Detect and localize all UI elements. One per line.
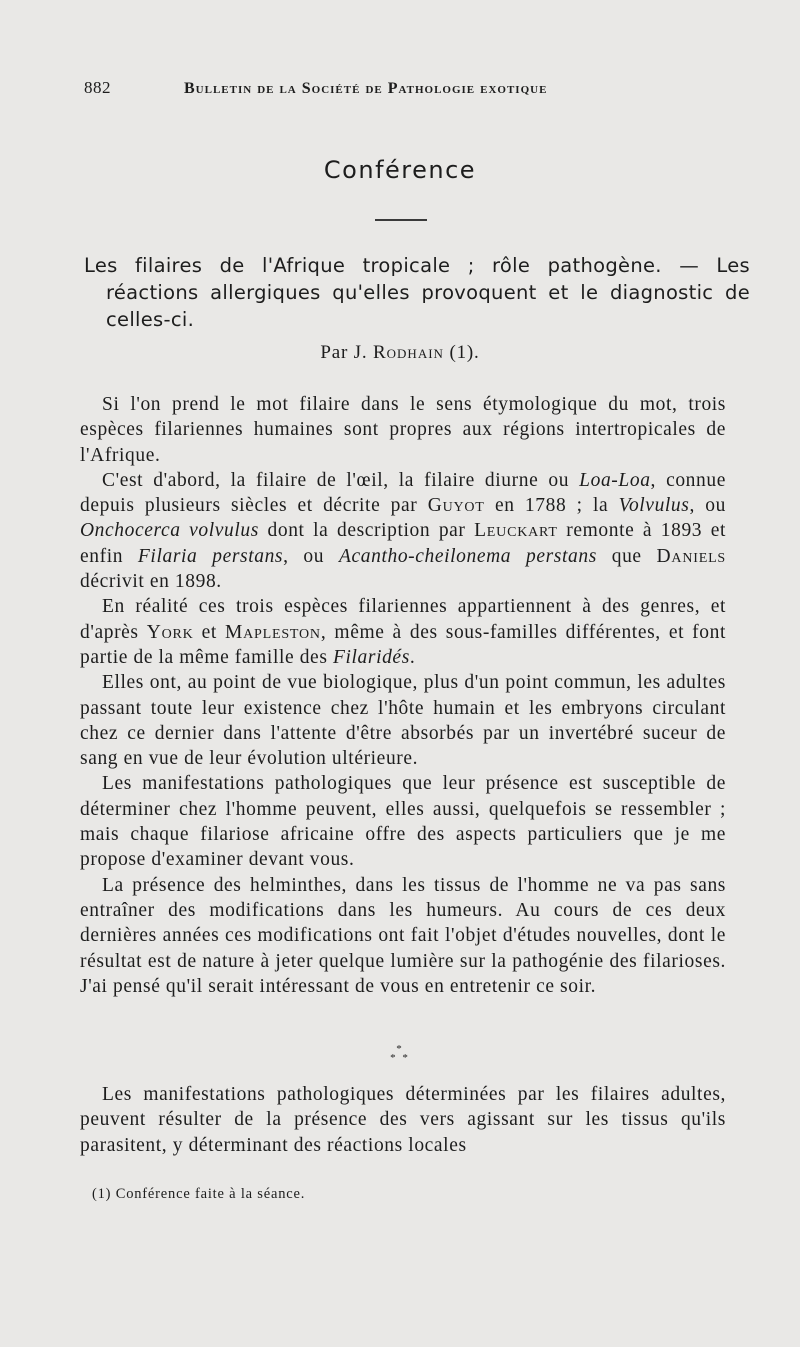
species-name: Loa-Loa	[579, 469, 651, 491]
author-name: Daniels	[656, 545, 727, 567]
text-run: remonte à 1893 et enfin	[80, 520, 726, 567]
paragraph-2	[80, 468, 726, 594]
species-name: Onchocerca volvulus	[80, 520, 259, 542]
author-name: York	[146, 621, 194, 643]
byline-note-ref: (1).	[449, 342, 480, 363]
paragraph-5: Les manifestations pathologiques que leur présence est susceptible de déterminer chez l'homme peuvent, elles aussi, quelquefois se ressembler ; mais chaque filariose africaine offre des aspects particuliers que je me propose d'examiner devant vous.	[80, 773, 726, 871]
text-run: , même à des sous-familles différentes, et font partie de la même famille des	[80, 621, 726, 668]
text-run: en 1788 ; la	[484, 495, 619, 517]
author-name: Mapleston	[225, 621, 321, 643]
separator-top-star: *	[396, 1043, 404, 1055]
section-separator	[0, 1045, 800, 1063]
byline	[0, 342, 800, 364]
species-name: Filaria perstans	[137, 545, 284, 567]
article-title: Les filaires de l'Afrique tropicale ; rôle pathogène. — Les réactions allergiques qu'elles provoquent et le diagnostic de celles-ci.	[84, 254, 750, 331]
author-name: Leuckart	[474, 520, 558, 542]
text-run: C'est d'abord, la filaire de l'œil, la filaire diurne ou	[102, 469, 580, 491]
text-run: , connue depuis plusieurs siècles et décrite par	[80, 469, 726, 517]
article-body	[80, 392, 726, 999]
family-name: Filaridés	[332, 646, 410, 668]
paragraph-7: Les manifestations pathologiques déterminées par les filaires adultes, peuvent résulter de la présence des vers agissant sur les tissus qu'ils parasitent, y déterminant des réactions locales	[80, 1084, 726, 1156]
article-body-continued	[80, 1082, 726, 1158]
text-run: que	[596, 545, 657, 567]
text-run: .	[409, 646, 416, 668]
species-name: Acantho-cheilonema perstans	[338, 545, 597, 567]
author-name: Guyot	[427, 495, 485, 517]
species-name: Volvulus	[618, 495, 690, 517]
text-run: En réalité ces trois espèces filariennes appartiennent à des genres, et d'après	[80, 596, 726, 643]
paragraph-4: Elles ont, au point de vue biologique, plus d'un point commun, les adultes passant toute leur existence chez l'hôte humain et les embryons circulant chez ce dernier dans l'attente d'être absorbés par un invertébré suceur de sang en vue de leur évolution ultérieure.	[80, 672, 726, 770]
journal-title: Bulletin de la Société de Pathologie exotique	[184, 80, 548, 97]
separator-bottom-stars: * *	[390, 1052, 410, 1064]
footnote: (1) Conférence faite à la séance.	[92, 1186, 306, 1202]
text-run: , ou	[689, 495, 726, 517]
text-run: et	[193, 621, 225, 643]
page-number: 882	[84, 78, 111, 97]
paragraph-3	[80, 594, 726, 670]
byline-prefix: Par J.	[320, 342, 368, 363]
section-title: Conférence	[323, 156, 477, 184]
text-run: dont la description par	[258, 520, 475, 542]
text-run: , ou	[283, 545, 339, 567]
paragraph-1: Si l'on prend le mot filaire dans le sens étymologique du mot, trois espèces filariennes humaines sont propres aux régions intertropicales de l'Afrique.	[80, 394, 726, 466]
text-run: décrivit en 1898.	[80, 571, 222, 593]
paragraph-6: La présence des helminthes, dans les tissus de l'homme ne va pas sans entraîner des modifications dans les humeurs. Au cours de ces deux dernières années ces modifications ont fait l'objet d'études nouvelles, dont le résultat est de nature à jeter quelque lumière sur la pathogénie des filarioses. J'ai pensé qu'il serait intéressant de vous en entretenir ce soir.	[80, 874, 726, 997]
title-rule	[375, 219, 427, 221]
byline-author: Rodhain	[372, 342, 444, 363]
